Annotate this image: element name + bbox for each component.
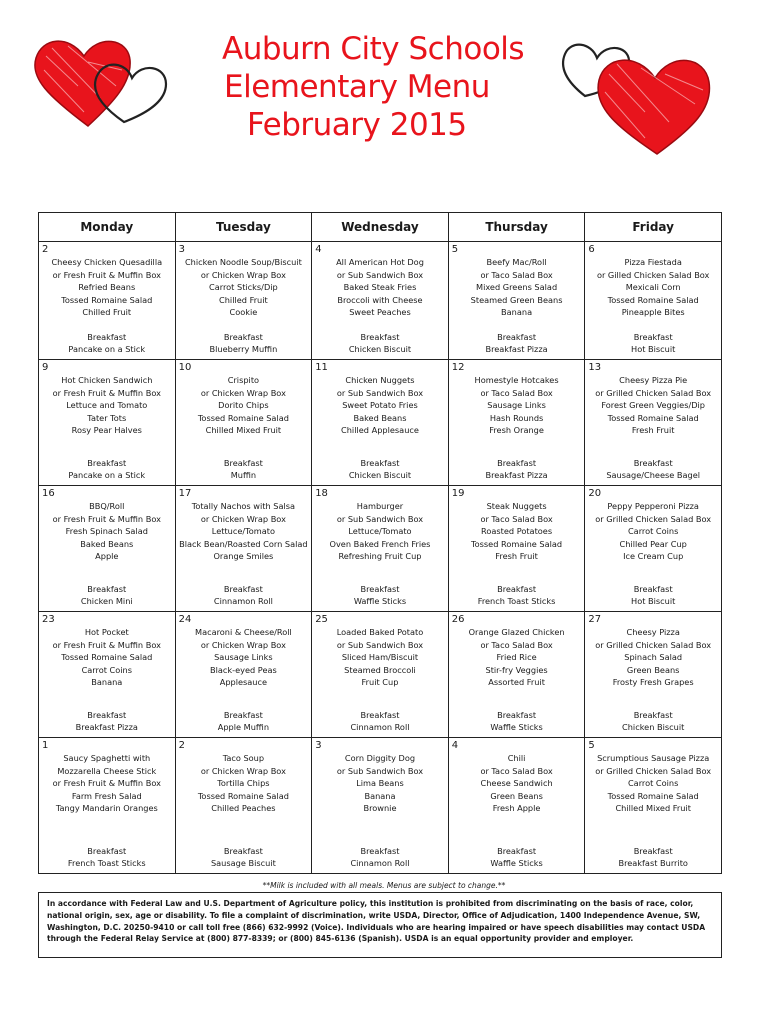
lunch-item: Oven Baked French Fries — [329, 538, 431, 549]
breakfast-item: Waffle Sticks — [490, 722, 543, 733]
lunch-item: or Taco Salad Box — [480, 765, 553, 776]
breakfast-label: Breakfast — [633, 709, 673, 720]
lunch-item: Sliced Ham/Biscuit — [341, 652, 419, 663]
breakfast-item: Chicken Biscuit — [622, 722, 685, 733]
lunch-item: or Chicken Wrap Box — [200, 765, 286, 776]
day-number: 25 — [315, 614, 328, 625]
lunch-item: or Fresh Fruit & Muffin Box — [52, 387, 161, 398]
breakfast-block — [176, 709, 312, 734]
lunch-item: Fresh Orange — [489, 425, 544, 436]
day-number: 12 — [451, 362, 465, 373]
day-number: 3 — [178, 244, 185, 255]
lunch-item: Saucy Spaghetti with — [63, 753, 151, 763]
heart-icon — [545, 34, 725, 164]
breakfast-label: Breakfast — [360, 331, 400, 342]
lunch-item: or Sub Sandwich Box — [336, 639, 424, 650]
lunch-item: Rosy Pear Halves — [71, 425, 142, 436]
day-number: 3 — [315, 740, 322, 751]
lunch-item: Assorted Fruit — [488, 677, 545, 688]
lunch-items — [179, 256, 309, 319]
lunch-item: Tossed Romaine Salad — [607, 790, 699, 801]
lunch-item: Mozzarella Cheese Stick — [57, 765, 157, 776]
breakfast-label: Breakfast — [87, 583, 127, 594]
lunch-item: Black Bean/Roasted Corn Salad — [179, 538, 308, 549]
lunch-item: Cheesy Pizza Pie — [619, 375, 688, 385]
lunch-item: Corn Diggity Dog — [344, 753, 416, 763]
breakfast-label: Breakfast — [360, 457, 400, 468]
lunch-item: Taco Soup — [222, 753, 265, 763]
lunch-item: Carrot Coins — [627, 526, 679, 537]
breakfast-label: Breakfast — [497, 457, 537, 468]
day-number: 5 — [451, 244, 459, 255]
lunch-item: Spinach Salad — [624, 652, 683, 663]
lunch-item: Fresh Fruit — [495, 551, 538, 562]
lunch-item: Homestyle Hotcakes — [474, 375, 559, 385]
lunch-item: or Taco Salad Box — [480, 269, 553, 280]
lunch-item: Orange Glazed Chicken — [468, 627, 565, 637]
lunch-item: Tortilla Chips — [217, 778, 270, 789]
menu-day-cell — [312, 738, 449, 874]
menu-day-cell — [585, 360, 722, 486]
lunch-item: Lettuce/Tomato — [211, 526, 275, 537]
breakfast-block — [312, 583, 448, 608]
breakfast-item: Cinnamon Roll — [213, 596, 273, 607]
breakfast-item: Breakfast Pizza — [485, 470, 548, 481]
menu-day-cell — [175, 486, 312, 612]
lunch-item: Beefy Mac/Roll — [486, 257, 547, 267]
menu-day-cell — [448, 242, 585, 360]
breakfast-block — [312, 709, 448, 734]
lunch-items — [42, 500, 172, 563]
breakfast-item: Chicken Biscuit — [348, 344, 412, 355]
breakfast-label: Breakfast — [360, 845, 400, 856]
lunch-item: Mexicali Corn — [625, 282, 681, 293]
lunch-item: or Chicken Wrap Box — [200, 269, 286, 280]
menu-day-cell — [39, 242, 176, 360]
breakfast-item: Hot Biscuit — [631, 344, 676, 355]
breakfast-block — [449, 709, 585, 734]
lunch-item: Carrot Sticks/Dip — [209, 282, 278, 293]
breakfast-label: Breakfast — [223, 331, 263, 342]
day-number: 5 — [588, 740, 595, 751]
lunch-item: Lettuce/Tomato — [348, 526, 412, 537]
lunch-item: Chicken Noodle Soup/Biscuit — [184, 257, 302, 267]
lunch-item: Banana — [364, 790, 396, 801]
breakfast-block — [39, 583, 175, 608]
menu-day-cell — [448, 612, 585, 738]
lunch-item: Lettuce and Tomato — [66, 400, 148, 411]
lunch-item: Chilled Peaches — [211, 803, 276, 814]
nondiscrimination-statement: In accordance with Federal Law and U.S. Department of Agriculture policy, this institution is prohibited from discriminating on the basis of race, color, national origin, sex, age or disability. To file a complaint of discrimination, write USDA, Director, Office of Adjudication, 1400 Independence Avenue, SW, Washington, D.C. 20250-9410 or call toll free (866) 632-9992 (Voice). Individuals who are hearing impaired or have speech disabilities may contact USDA through the Federal Relay Service at (800) 877-8339; or (800) 845-6136 (Spanish). USDA is an equal opportunity provider and employer. — [38, 892, 722, 958]
header-friday: Friday — [585, 213, 722, 242]
lunch-items — [179, 752, 309, 815]
lunch-item: Fresh Apple — [492, 803, 541, 814]
menu-week-row — [39, 360, 722, 486]
lunch-item: Fruit Cup — [361, 677, 399, 688]
menu-week-row — [39, 612, 722, 738]
day-number: 1 — [42, 740, 49, 751]
lunch-item: or Fresh Fruit & Muffin Box — [52, 639, 161, 650]
breakfast-block — [176, 845, 312, 870]
menu-week-row — [39, 486, 722, 612]
lunch-item: Green Beans — [490, 790, 543, 801]
breakfast-label: Breakfast — [360, 709, 400, 720]
lunch-item: Tossed Romaine Salad — [61, 652, 153, 663]
menu-day-cell — [39, 486, 176, 612]
lunch-items — [588, 374, 718, 437]
day-number: 4 — [315, 244, 322, 255]
lunch-item: Steamed Green Beans — [470, 294, 563, 305]
lunch-items — [588, 626, 718, 689]
lunch-item: Forest Green Veggies/Dip — [601, 400, 705, 411]
lunch-items — [452, 374, 582, 437]
menu-day-cell — [39, 360, 176, 486]
lunch-item: Apple — [95, 551, 119, 562]
breakfast-item: French Toast Sticks — [477, 596, 556, 607]
breakfast-item: Waffle Sticks — [353, 596, 407, 607]
breakfast-item: Sausage Biscuit — [210, 858, 276, 869]
heart-icon — [28, 26, 178, 136]
breakfast-label: Breakfast — [223, 583, 263, 594]
day-number: 10 — [178, 362, 192, 373]
lunch-item: Tater Tots — [87, 412, 127, 423]
lunch-item: Cheesy Pizza — [626, 627, 680, 637]
breakfast-item: Sausage/Cheese Bagel — [606, 470, 701, 481]
lunch-item: Totally Nachos with Salsa — [191, 501, 296, 511]
breakfast-label: Breakfast — [633, 845, 673, 856]
breakfast-item: Breakfast Pizza — [485, 344, 548, 355]
lunch-item: Pineapple Bites — [621, 307, 685, 318]
menu-day-cell — [312, 360, 449, 486]
menu-day-cell — [448, 486, 585, 612]
menu-day-cell — [175, 360, 312, 486]
day-number: 9 — [42, 362, 49, 373]
lunch-item: Loaded Baked Potato — [336, 627, 424, 637]
lunch-item: Brownie — [363, 803, 397, 814]
lunch-item: Green Beans — [626, 664, 680, 675]
menu-day-cell — [39, 738, 176, 874]
lunch-items — [42, 626, 172, 689]
breakfast-label: Breakfast — [223, 709, 263, 720]
lunch-item: Fried Rice — [496, 652, 537, 663]
menu-day-cell — [175, 242, 312, 360]
breakfast-label: Breakfast — [87, 709, 127, 720]
header-wednesday: Wednesday — [312, 213, 449, 242]
lunch-item: Chicken Nuggets — [345, 375, 415, 385]
lunch-item: Steak Nuggets — [486, 501, 547, 511]
lunch-item: Steamed Broccoli — [344, 664, 416, 675]
day-number: 23 — [42, 614, 55, 625]
lunch-item: Peppy Pepperoni Pizza — [607, 501, 699, 511]
lunch-item: Crispito — [227, 375, 260, 385]
lunch-item: or Sub Sandwich Box — [336, 387, 424, 398]
lunch-item: Refried Beans — [78, 282, 136, 293]
breakfast-item: Cinnamon Roll — [350, 722, 410, 733]
lunch-item: Fresh Spinach Salad — [65, 526, 148, 537]
breakfast-label: Breakfast — [497, 583, 537, 594]
lunch-item: or Chicken Wrap Box — [200, 387, 286, 398]
breakfast-item: Hot Biscuit — [631, 596, 676, 607]
lunch-item: Orange Smiles — [213, 551, 274, 562]
day-number: 2 — [178, 740, 185, 751]
menu-day-cell — [585, 242, 722, 360]
menu-day-cell — [39, 612, 176, 738]
lunch-item: Carrot Coins — [627, 778, 679, 789]
lunch-item: Tangy Mandarin Oranges — [55, 803, 158, 814]
breakfast-block — [585, 457, 721, 482]
lunch-item: Chilled Applesauce — [341, 425, 419, 436]
lunch-items — [315, 256, 445, 319]
lunch-item: Black-eyed Peas — [209, 664, 277, 675]
page-header — [0, 0, 768, 200]
lunch-items — [452, 500, 582, 563]
lunch-item: Chilled Mixed Fruit — [205, 425, 282, 436]
lunch-item: or Chicken Wrap Box — [200, 513, 286, 524]
day-number: 27 — [588, 614, 602, 625]
day-number: 24 — [178, 614, 192, 625]
lunch-item: Chili — [507, 753, 526, 763]
lunch-item: All American Hot Dog — [336, 257, 424, 267]
breakfast-label: Breakfast — [633, 457, 673, 468]
breakfast-label: Breakfast — [360, 583, 400, 594]
menu-week-row — [39, 738, 722, 874]
breakfast-block — [585, 331, 721, 356]
lunch-item: Tossed Romaine Salad — [61, 294, 153, 305]
menu-weeks — [39, 242, 722, 874]
lunch-item: BBQ/Roll — [89, 501, 125, 511]
breakfast-block — [176, 331, 312, 356]
menu-day-cell — [585, 612, 722, 738]
lunch-item: or Taco Salad Box — [480, 639, 553, 650]
lunch-item: Lima Beans — [356, 778, 404, 789]
breakfast-block — [39, 709, 175, 734]
breakfast-block — [585, 845, 721, 870]
lunch-item: Chilled Fruit — [219, 294, 268, 305]
day-number: 2 — [42, 244, 49, 255]
lunch-item: Tossed Romaine Salad — [471, 538, 563, 549]
breakfast-block — [39, 845, 175, 870]
menu-day-cell — [175, 612, 312, 738]
lunch-items — [452, 256, 582, 319]
breakfast-item: Pancake on a Stick — [68, 344, 146, 355]
breakfast-item: Chicken Mini — [80, 596, 133, 607]
lunch-items — [42, 256, 172, 319]
lunch-item: or Fresh Fruit & Muffin Box — [52, 269, 161, 280]
lunch-item: Sweet Potato Fries — [342, 400, 418, 411]
lunch-items — [179, 374, 309, 437]
lunch-item: or Taco Salad Box — [480, 387, 553, 398]
menu-day-cell — [175, 738, 312, 874]
lunch-item: Carrot Coins — [81, 664, 132, 675]
menu-calendar — [38, 212, 722, 874]
breakfast-label: Breakfast — [497, 845, 537, 856]
header-monday: Monday — [39, 213, 176, 242]
breakfast-block — [39, 457, 175, 482]
menu-week-row — [39, 242, 722, 360]
lunch-item: Hamburger — [356, 501, 404, 511]
day-number: 26 — [451, 614, 465, 625]
breakfast-label: Breakfast — [223, 457, 263, 468]
breakfast-block — [312, 457, 448, 482]
menu-day-cell — [585, 486, 722, 612]
breakfast-block — [39, 331, 175, 356]
title-line-menu: Elementary Menu — [224, 69, 490, 105]
lunch-items — [588, 752, 718, 815]
lunch-item: Applesauce — [219, 677, 268, 688]
lunch-item: Cheesy Chicken Quesadilla — [51, 257, 163, 267]
breakfast-block — [449, 331, 585, 356]
milk-note: **Milk is included with all meals. Menus are subject to change.** — [262, 881, 506, 890]
lunch-item: Refreshing Fruit Cup — [338, 551, 422, 562]
day-number: 6 — [588, 244, 595, 255]
breakfast-label: Breakfast — [87, 331, 127, 342]
menu-day-cell — [448, 360, 585, 486]
title-line-school: Auburn City Schools — [222, 31, 525, 67]
breakfast-block — [449, 845, 585, 870]
lunch-item: Tossed Romaine Salad — [197, 412, 289, 423]
lunch-item: Tossed Romaine Salad — [197, 790, 289, 801]
lunch-item: or Fresh Fruit & Muffin Box — [52, 513, 161, 524]
breakfast-item: Breakfast Pizza — [75, 722, 138, 733]
lunch-item: Baked Beans — [80, 538, 134, 549]
lunch-item: Macaroni & Cheese/Roll — [195, 627, 292, 637]
lunch-item: Fresh Fruit — [631, 425, 675, 436]
lunch-items — [315, 752, 445, 815]
lunch-item: or Grilled Chicken Salad Box — [595, 387, 712, 398]
breakfast-block — [449, 583, 585, 608]
day-number: 11 — [315, 362, 328, 373]
day-number: 16 — [42, 488, 55, 499]
menu-title — [222, 30, 524, 144]
lunch-item: or Sub Sandwich Box — [336, 513, 424, 524]
menu-day-cell — [312, 242, 449, 360]
lunch-item: Hash Rounds — [489, 412, 544, 423]
breakfast-block — [312, 845, 448, 870]
title-line-month: February 2015 — [247, 107, 467, 143]
lunch-items — [588, 500, 718, 563]
lunch-item: or Grilled Chicken Salad Box — [595, 513, 712, 524]
lunch-item: Hot Chicken Sandwich — [61, 375, 153, 385]
lunch-item: Pizza Fiestada — [624, 257, 682, 267]
lunch-items — [452, 626, 582, 689]
breakfast-item: Pancake on a Stick — [68, 470, 146, 481]
breakfast-item: Breakfast Burrito — [618, 858, 688, 869]
day-number: 20 — [588, 488, 602, 499]
lunch-item: Sausage Links — [487, 400, 546, 411]
lunch-item: Frosty Fresh Grapes — [612, 677, 694, 688]
lunch-item: Tossed Romaine Salad — [607, 412, 699, 423]
breakfast-block — [449, 457, 585, 482]
lunch-items — [588, 256, 718, 319]
lunch-item: or Grilled Chicken Salad Box — [595, 765, 712, 776]
day-number: 19 — [451, 488, 465, 499]
lunch-item: or Taco Salad Box — [480, 513, 553, 524]
breakfast-item: French Toast Sticks — [67, 858, 146, 869]
lunch-item: Banana — [501, 307, 533, 318]
breakfast-item: Cinnamon Roll — [350, 858, 410, 869]
breakfast-label: Breakfast — [87, 845, 127, 856]
lunch-items — [315, 500, 445, 563]
lunch-item: Cheese Sandwich — [480, 778, 553, 789]
breakfast-item: Waffle Sticks — [490, 858, 543, 869]
lunch-item: Farm Fresh Salad — [71, 790, 142, 801]
breakfast-label: Breakfast — [633, 331, 673, 342]
day-number: 4 — [451, 740, 459, 751]
lunch-item: Mixed Greens Salad — [476, 282, 558, 293]
menu-day-cell — [312, 486, 449, 612]
lunch-item: or Sub Sandwich Box — [336, 269, 424, 280]
lunch-item: Sweet Peaches — [349, 307, 411, 318]
lunch-item: or Chicken Wrap Box — [200, 639, 286, 650]
breakfast-block — [176, 583, 312, 608]
lunch-item: Ice Cream Cup — [623, 551, 684, 562]
day-number: 18 — [315, 488, 328, 499]
lunch-item: Chilled Mixed Fruit — [615, 803, 691, 814]
header-tuesday: Tuesday — [175, 213, 312, 242]
breakfast-item: Chicken Biscuit — [348, 470, 412, 481]
weekday-header-row — [39, 213, 722, 242]
lunch-item: Sausage Links — [214, 652, 273, 663]
lunch-item: or Gilled Chicken Salad Box — [596, 269, 710, 280]
breakfast-block — [585, 583, 721, 608]
day-number: 13 — [588, 362, 602, 373]
lunch-item: Cookie — [229, 307, 258, 318]
lunch-items — [315, 626, 445, 689]
lunch-item: or Sub Sandwich Box — [336, 765, 424, 776]
menu-day-cell — [448, 738, 585, 874]
lunch-item: or Fresh Fruit & Muffin Box — [52, 778, 161, 789]
day-number: 17 — [178, 488, 192, 499]
lunch-item: Dorito Chips — [218, 400, 269, 411]
lunch-items — [42, 374, 172, 437]
lunch-items — [179, 626, 309, 689]
breakfast-label: Breakfast — [497, 331, 537, 342]
breakfast-label: Breakfast — [633, 583, 673, 594]
breakfast-block — [585, 709, 721, 734]
lunch-items — [42, 752, 172, 815]
lunch-item: Baked Beans — [353, 412, 407, 423]
lunch-item: Roasted Potatoes — [481, 526, 553, 537]
breakfast-item: Apple Muffin — [217, 722, 270, 733]
lunch-item: Baked Steak Fries — [343, 282, 417, 293]
breakfast-label: Breakfast — [223, 845, 263, 856]
lunch-item: Banana — [91, 677, 123, 688]
lunch-items — [315, 374, 445, 437]
lunch-item: Chilled Fruit — [82, 307, 132, 318]
breakfast-item: Muffin — [230, 470, 257, 481]
breakfast-item: Blueberry Muffin — [209, 344, 278, 355]
lunch-item: Hot Pocket — [84, 627, 129, 637]
lunch-item: or Grilled Chicken Salad Box — [595, 639, 712, 650]
breakfast-label: Breakfast — [87, 457, 127, 468]
lunch-item: Chilled Pear Cup — [619, 538, 687, 549]
lunch-items — [452, 752, 582, 815]
lunch-item: Stir-fry Veggies — [485, 664, 548, 675]
breakfast-label: Breakfast — [497, 709, 537, 720]
header-thursday: Thursday — [448, 213, 585, 242]
lunch-item: Broccoli with Cheese — [337, 294, 423, 305]
breakfast-block — [176, 457, 312, 482]
menu-day-cell — [312, 612, 449, 738]
lunch-item: Tossed Romaine Salad — [607, 294, 699, 305]
breakfast-block — [312, 331, 448, 356]
lunch-item: Scrumptious Sausage Pizza — [597, 753, 710, 763]
menu-day-cell — [585, 738, 722, 874]
lunch-items — [179, 500, 309, 563]
